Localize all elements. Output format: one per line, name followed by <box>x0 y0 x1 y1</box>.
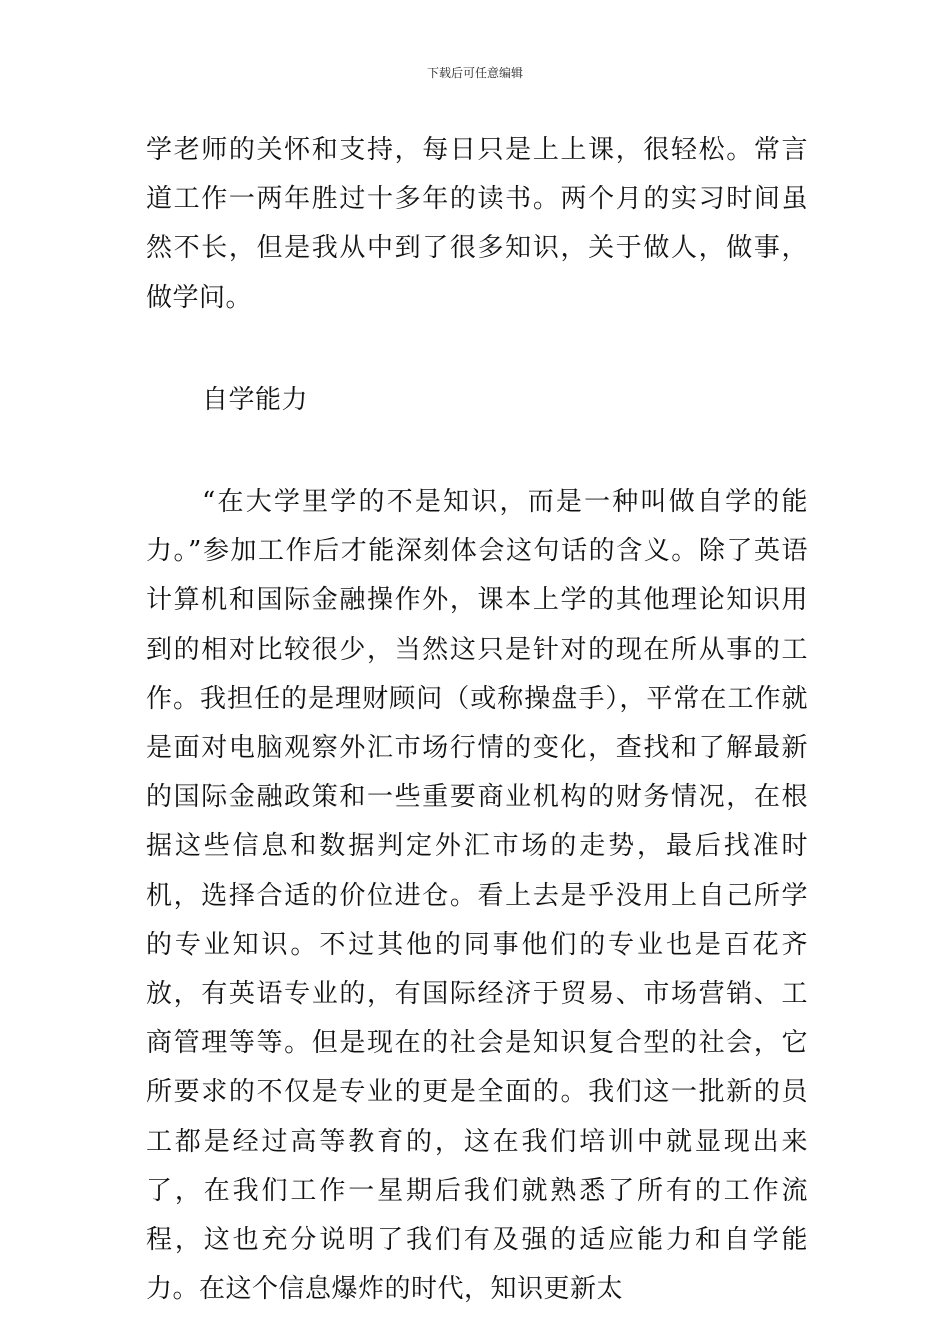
document-body <box>146 126 808 1314</box>
page-header: 下载后可任意编辑 <box>426 66 523 80</box>
paragraph-self-learning: “在大学里学的不是知识，而是一种叫做自学的能力。”参加工作后才能深刻体会这句话的含义。除了英语计算机和国际金融操作外，课本上学的其他理论知识用到的相对比较很少，当然这只是针对的现在所从事的工作。我担任的是理财顾问（或称操盘手），平常在工作就是面对电脑观察外汇市场行情的变化，查找和了解最新的国际金融政策和一些重要商业机构的财务情况，在根据这些信息和数据判定外汇市场的走势，最后找准时机，选择合适的价位进仓。看上去是乎没用上自己所学的专业知识。不过其他的同事他们的专业也是百花齐放，有英语专业的，有国际经济于贸易、市场营销、工商管理等等。但是现在的社会是知识复合型的社会，它所要求的不仅是专业的更是全面的。我们这一批新的员工都是经过高等教育的，这在我们培训中就显现出来了，在我们工作一星期后我们就熟悉了所有的工作流程，这也充分说明了我们有及强的适应能力和自学能力。在这个信息爆炸的时代，知识更新太 <box>146 487 808 1305</box>
paragraph-continuation: 学老师的关怀和支持，每日只是上上课，很轻松。常言道工作一两年胜过十多年的读书。两个月的实习时间虽然不长，但是我从中到了很多知识，关于做人，做事，做学问。 <box>146 135 808 313</box>
section-heading: 自学能力 <box>202 384 309 415</box>
